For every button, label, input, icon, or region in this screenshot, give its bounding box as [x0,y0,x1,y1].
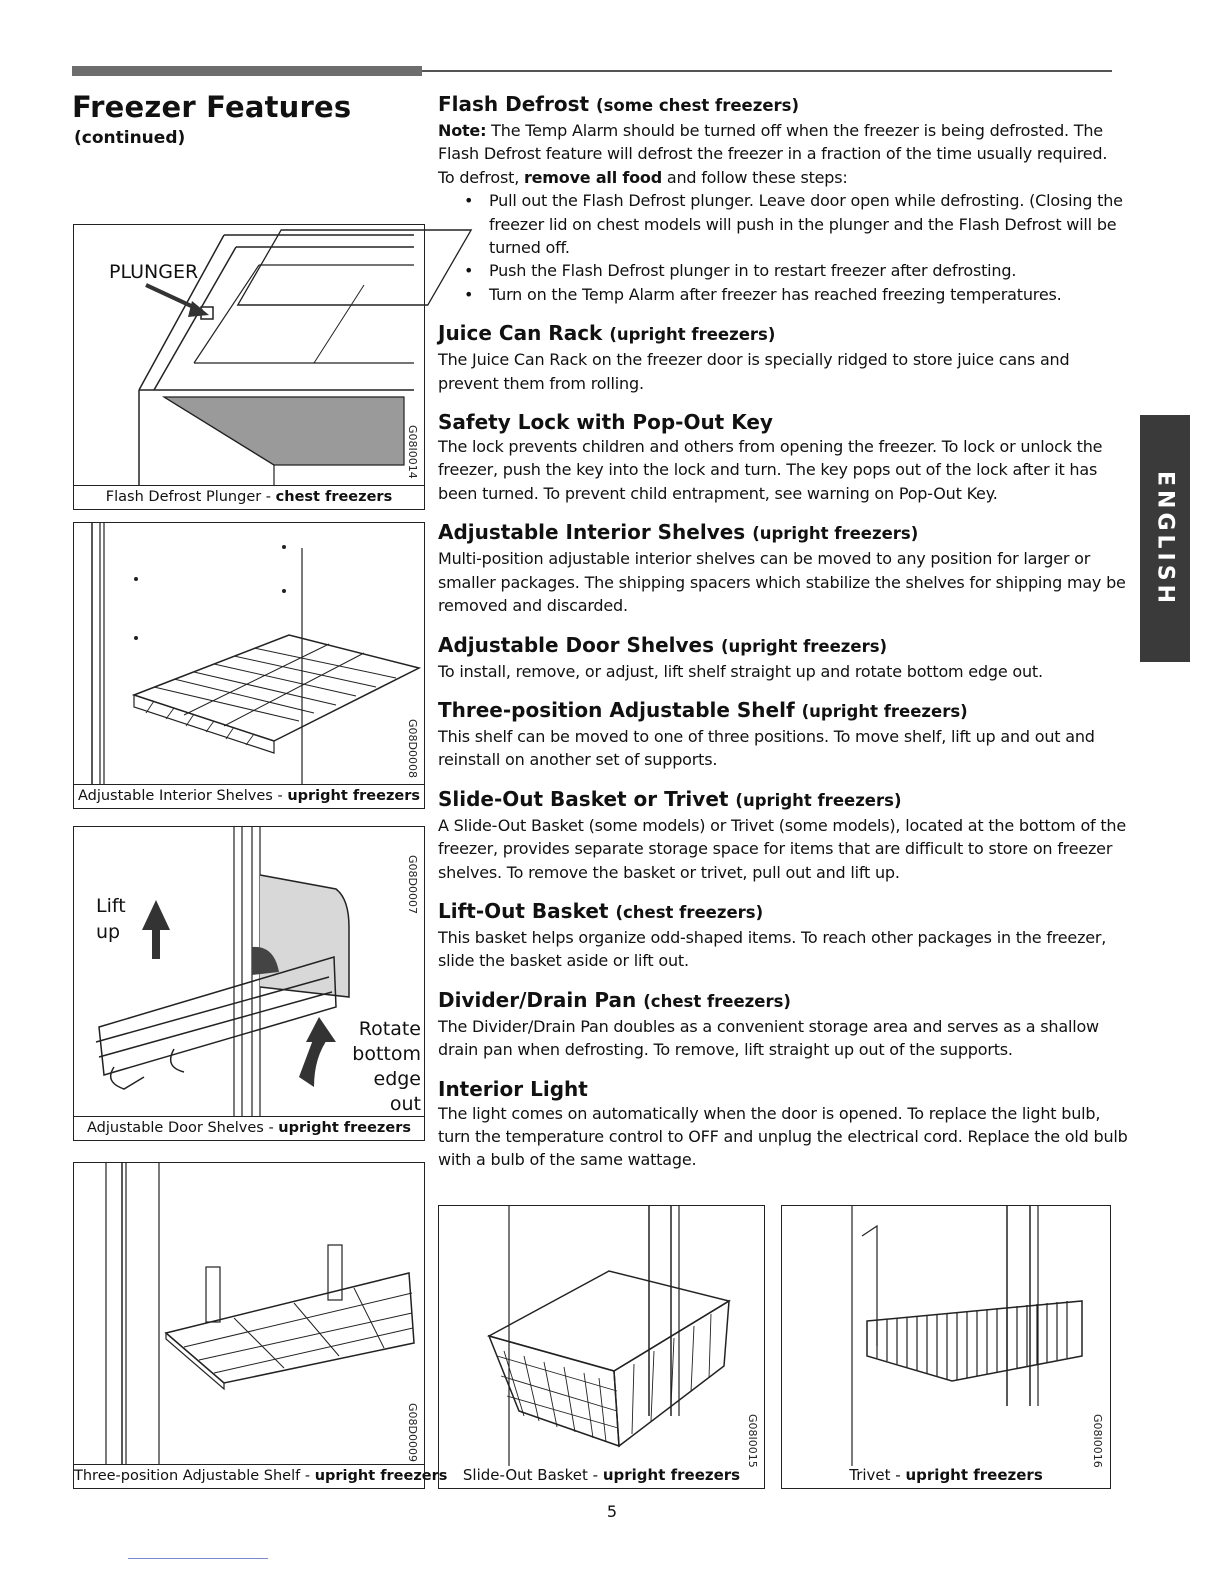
main-content [438,91,1128,1181]
section-interior-shelves [438,519,1128,617]
section-heading: Flash Defrost (some chest freezers) [438,92,800,116]
slide-out-basket-illustration [439,1206,766,1466]
section-safety-lock [438,409,1128,505]
figure-three-position-shelf [73,1162,448,1489]
list-item: • Turn on the Temp Alarm after freezer has reached freezing temperatures. [464,283,1128,306]
section-interior-light [438,1076,1128,1172]
figure-code: G08D0007 [406,855,419,914]
trivet-illustration [782,1206,1112,1466]
section-text: The Divider/Drain Pan doubles as a convenient storage area and serves as a shallow drain pan when defrosting. To remove, lift straight up out of the supports. [438,1016,1099,1060]
lift-up-label [96,893,126,945]
defrost-steps-list [464,189,1128,306]
bottom-text: bottom [352,1043,421,1065]
language-tab-label: ENGLISH [1152,470,1178,607]
section-text: Note: The Temp Alarm should be turned off when the freezer is being defrosted. The Flash Defrost feature will defrost the freezer in a fraction of the time usually required. To defrost, remove all food and follow these steps: [438,121,1108,187]
list-item: • Push the Flash Defrost plunger in to restart freezer after defrosting. [464,259,1128,282]
caption-bold: upright freezers [287,788,421,804]
caption-text: Adjustable Door Shelves - [86,1120,279,1136]
list-item: • Pull out the Flash Defrost plunger. Leave door open while defrosting. (Closing the freezer lid on chest models will push in the plunger and the Flash Defrost will be turned off. [464,189,1128,259]
section-heading: Safety Lock with Pop-Out Key [438,410,773,435]
section-flash-defrost [438,91,1128,306]
section-text: The light comes on automatically when the door is opened. To replace the light bulb, turn the temperature control to OFF and unplug the electrical cord. Replace the old bulb with a bulb of the same wattage. [438,1103,1128,1170]
caption-bold: upright freezers [278,1120,411,1136]
section-heading: Juice Can Rack (upright freezers) [438,321,776,346]
section-heading: Adjustable Interior Shelves (upright freezers) [438,520,919,545]
figure-code: G08D0009 [406,1403,419,1462]
figure-caption [782,1464,1110,1488]
section-text: A Slide-Out Basket (some models) or Trivet (some models), located at the bottom of the freezer, provides separate storage space for items that are difficult to store on freezer shelves. To remove the basket or trivet, pull out and lift up. [438,815,1127,882]
section-text: This basket helps organize odd-shaped items. To reach other packages in the freezer, slide the basket aside or lift out. [438,927,1107,971]
section-text: The lock prevents children and others from opening the freezer. To lock or unlock the freezer, push the key into the lock and turn. The key pops out of the lock after it has been turned. To prevent child entrapment, see warning on Pop-Out Key. [438,437,1103,503]
section-text: To install, remove, or adjust, lift shelf straight up and rotate bottom edge out. [438,661,1043,681]
caption-text: Adjustable Interior Shelves - [77,788,288,804]
figure-caption [74,485,424,509]
caption-text: Trivet - [849,1466,906,1484]
figure-caption [74,784,424,808]
figure-caption [439,1464,764,1488]
footer-rule [128,1558,268,1559]
figure-adjustable-door-shelves [73,826,425,1141]
rotate-text: Rotate [358,1018,421,1040]
section-heading: Three-position Adjustable Shelf (upright freezers) [438,697,968,722]
up-text: up [96,921,121,943]
interior-shelf-illustration [74,523,426,786]
three-position-shelf-illustration [74,1163,426,1466]
caption-bold: upright freezers [602,1466,741,1484]
caption-bold: upright freezers [905,1466,1043,1484]
section-heading: Interior Light [438,1076,588,1101]
figure-slide-out-basket [438,1205,765,1489]
figure-trivet [781,1205,1111,1489]
section-heading: Slide-Out Basket or Trivet (upright freezers) [438,786,902,811]
edge-out-text: edge out [373,1068,421,1115]
figure-caption [74,1464,448,1488]
section-heading: Lift-Out Basket (chest freezers) [438,898,764,923]
figure-flash-defrost-plunger [73,224,425,510]
page-title: Freezer Features [72,90,352,124]
section-door-shelves [438,632,1128,683]
section-divider-drain-pan [438,987,1128,1062]
section-text: The Juice Can Rack on the freezer door is specially ridged to store juice cans and prevent them from rolling. [438,350,1070,393]
figure-adjustable-interior-shelves [73,522,425,809]
section-heading: Adjustable Door Shelves (upright freezers) [438,632,888,657]
section-heading: Divider/Drain Pan (chest freezers) [438,987,791,1012]
section-text: This shelf can be moved to one of three positions. To move shelf, lift up and out and reinstall on another set of supports. [438,726,1095,770]
caption-text: Slide-Out Basket - [462,1466,603,1484]
section-slide-out-basket [438,786,1128,884]
lift-text: Lift [96,895,126,917]
section-three-position-shelf [438,697,1128,772]
rotate-label [346,1017,421,1117]
section-lift-out-basket [438,898,1128,973]
figure-code: G08I0015 [746,1414,759,1468]
section-juice-can-rack [438,320,1128,395]
caption-bold: upright freezers [314,1468,448,1484]
section-text: Multi-position adjustable interior shelves can be moved to any position for larger or smaller packages. The shipping spacers which stabilize the shelves for shipping may be removed and discarded. [438,549,1126,616]
header-rule [72,66,1112,76]
plunger-label: PLUNGER [109,261,199,283]
figure-code: G08I0016 [1091,1414,1104,1468]
caption-text: Flash Defrost Plunger - [105,489,276,505]
caption-bold: chest freezers [275,489,393,505]
page-subtitle: (continued) [74,128,186,148]
page-number: 5 [606,1502,618,1521]
figure-code: G08I0014 [406,425,419,479]
caption-text: Three-position Adjustable Shelf - [74,1468,315,1484]
language-tab [1140,415,1190,662]
figure-caption [74,1116,424,1140]
figure-code: G08D0008 [406,719,419,778]
